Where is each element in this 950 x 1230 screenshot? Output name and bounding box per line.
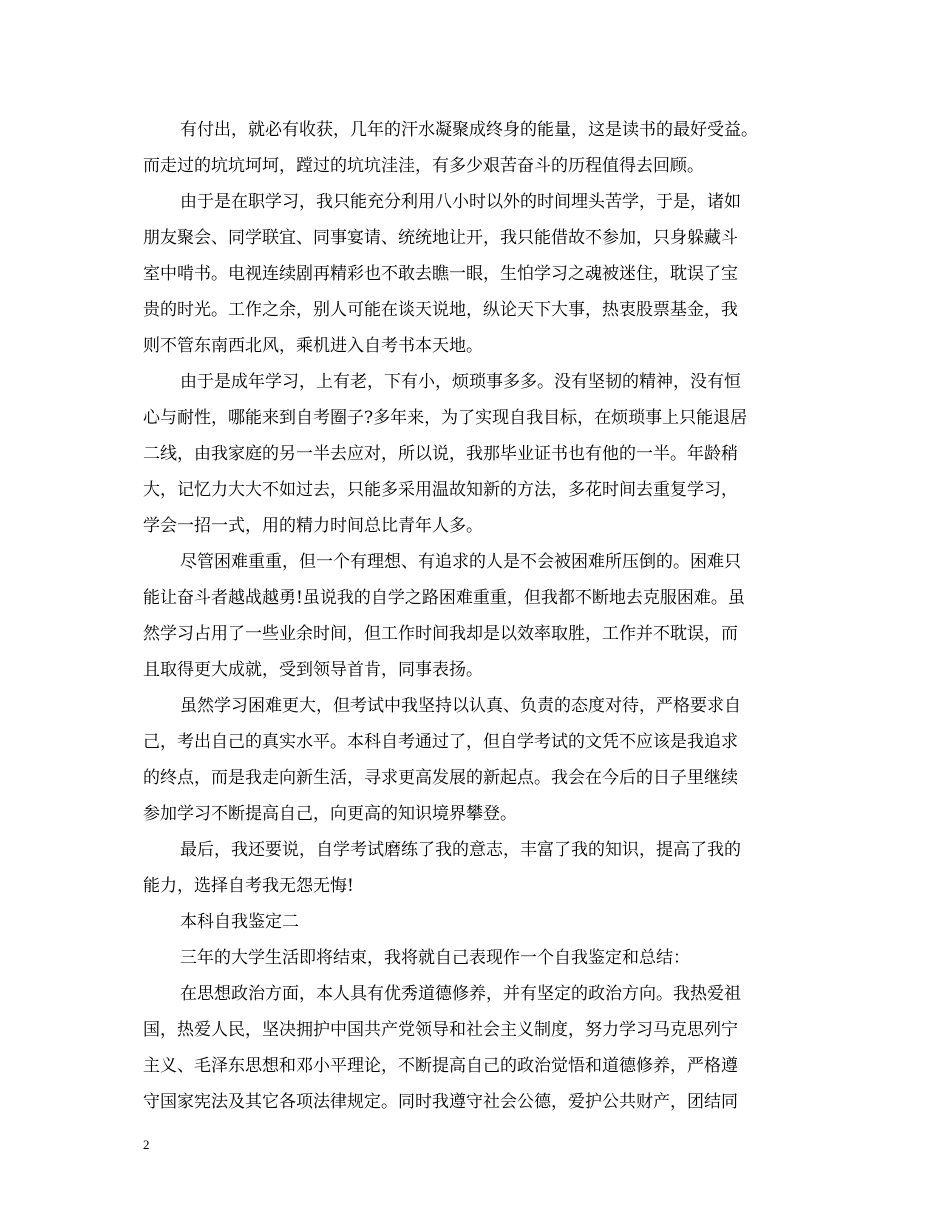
text-line: 由于是在职学习，我只能充分利用八小时以外的时间埋头苦学，于是，诸如 [180, 192, 741, 212]
text-line: 二线，由我家庭的另一半去应对，所以说，我那毕业证书也有他的一半。年龄稍 [143, 444, 738, 464]
text-line: 在思想政治方面，本人具有优秀道德修养，并有坚定的政治方向。我热爱祖 [180, 984, 741, 1004]
text-line: 己，考出自己的真实水平。本科自考通过了，但自学考试的文凭不应该是我追求 [143, 732, 738, 752]
text-line: 室中啃书。电视连续剧再精彩也不敢去瞧一眼，生怕学习之魂被迷住，耽误了宝 [143, 264, 738, 284]
text-line: 朋友聚会、同学联宜、同事宴请、统统地让开，我只能借故不参加，只身躲藏斗 [143, 228, 738, 248]
text-line: 能力，选择自考我无怨无悔! [143, 876, 354, 896]
page-number: 2 [143, 1137, 150, 1152]
text-line: 的终点，而是我走向新生活，寻求更高发展的新起点。我会在今后的日子里继续 [143, 768, 738, 788]
text-line: 由于是成年学习，上有老，下有小，烦琐事多多。没有坚韧的精神，没有恒 [180, 372, 741, 392]
text-line: 最后，我还要说，自学考试磨练了我的意志，丰富了我的知识，提高了我的 [180, 840, 741, 860]
text-line: 尽管困难重重，但一个有理想、有追求的人是不会被困难所压倒的。困难只 [180, 552, 741, 572]
text-line: 能让奋斗者越战越勇!虽说我的自学之路困难重重，但我都不断地去克服困难。虽 [143, 588, 745, 608]
text-line: 三年的大学生活即将结束，我将就自己表现作一个自我鉴定和总结： [180, 948, 690, 968]
text-line: 虽然学习困难更大，但考试中我坚持以认真、负责的态度对待，严格要求自 [180, 696, 741, 716]
text-line: 主义、毛泽东思想和邓小平理论，不断提高自己的政治觉悟和道德修养，严格遵 [143, 1056, 738, 1076]
section-heading: 本科自我鉴定二 [180, 912, 299, 932]
text-line: 大，记忆力大大不如过去，只能多采用温故知新的方法，多花时间去重复学习， [143, 480, 738, 500]
text-line: 则不管东南西北风，乘机进入自考书本天地。 [143, 336, 483, 356]
text-line: 然学习占用了一些业余时间，但工作时间我却是以效率取胜，工作并不耽误，而 [143, 624, 738, 644]
text-line: 参加学习不断提高自己，向更高的知识境界攀登。 [143, 804, 517, 824]
text-line: 贵的时光。工作之余，别人可能在谈天说地，纵论天下大事，热衷股票基金，我 [143, 300, 738, 320]
text-line: 心与耐性，哪能来到自考圈子?多年来，为了实现自我目标，在烦琐事上只能退居 [143, 408, 748, 428]
text-line: 国，热爱人民，坚决拥护中国共产党领导和社会主义制度，努力学习马克思列宁 [143, 1020, 738, 1040]
text-line: 而走过的坑坑坷坷，蹚过的坑坑洼洼，有多少艰苦奋斗的历程值得去回顾。 [143, 156, 704, 176]
text-line: 有付出，就必有收获，几年的汗水凝聚成终身的能量，这是读书的最好受益。 [180, 120, 758, 140]
text-line: 学会一招一式，用的精力时间总比青年人多。 [143, 516, 483, 536]
text-line: 且取得更大成就，受到领导首肯，同事表扬。 [143, 660, 483, 680]
text-line: 守国家宪法及其它各项法律规定。同时我遵守社会公德，爱护公共财产，团结同 [143, 1092, 738, 1112]
